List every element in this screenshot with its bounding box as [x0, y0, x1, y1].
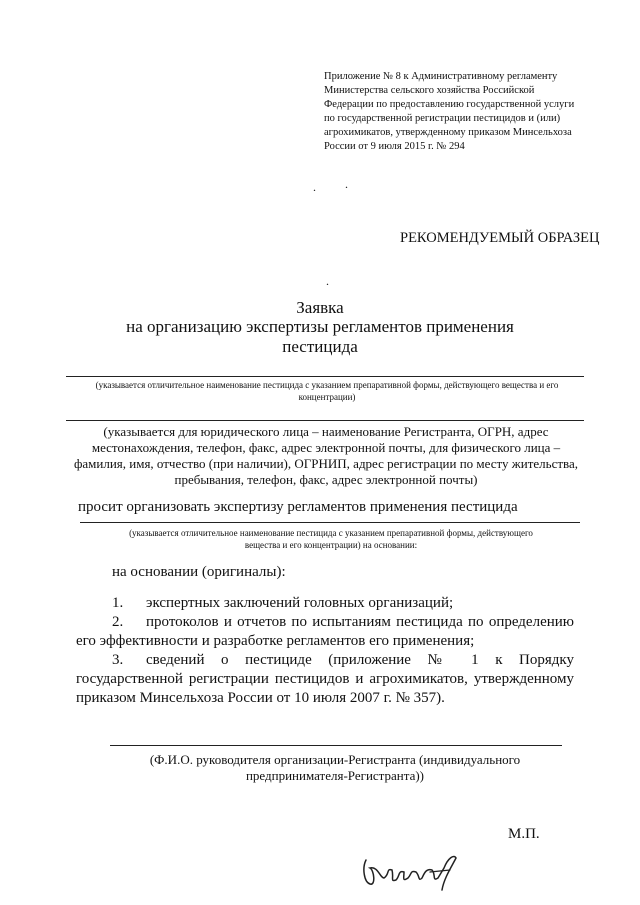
scan-mark: .: [326, 274, 329, 288]
scan-mark: .: [345, 177, 348, 191]
list-item-1: экспертных заключений головных организаций;: [146, 595, 454, 611]
basis-label: на основании (оригиналы):: [112, 564, 286, 580]
appendix-line: Министерства сельского хозяйства Российской: [324, 85, 535, 96]
note-line: фамилия, имя, отчество (при наличии), ОГРНИП, адрес регистрации по месту жительства,: [73, 456, 579, 471]
caption-line: предпринимателя-Регистранта)): [245, 768, 425, 783]
stamp-place-label: М.П.: [508, 826, 540, 842]
document-title: Заявка: [296, 298, 344, 317]
request-text: просит организовать экспертизу регламентов применения пестицида: [78, 499, 518, 515]
scan-mark: .: [313, 180, 316, 194]
fill-line-registrant: [66, 420, 584, 421]
note-line: концентрации): [298, 392, 356, 402]
list-item-2-line2: его эффективности и разработке регламентов его применения;: [76, 633, 475, 649]
caption-line: (Ф.И.О. руководителя организации-Регистранта (индивидуального: [149, 752, 521, 767]
fill-line-pesticide: [66, 376, 584, 377]
note-line: (указывается отличительное наименование пестицида с указанием препаративной формы, действующего вещества и его: [95, 380, 559, 390]
note-pesticide-name: [62, 379, 592, 403]
note-pesticide-name-2: [82, 527, 580, 551]
appendix-line: агрохимикатов, утвержденному приказом Минсельхоза: [324, 127, 572, 138]
fill-line-signatory: [110, 745, 562, 746]
recommended-sample-label: РЕКОМЕНДУЕМЫЙ ОБРАЗЕЦ: [400, 230, 600, 246]
appendix-line: Приложение № 8 к Административному регламенту: [324, 71, 558, 82]
list-item-2-line1: протоколов и отчетов по испытаниям пестицида по определению: [146, 614, 574, 630]
note-line: вещества и его концентрации) на основании:: [244, 540, 418, 550]
note-line: пребывания, телефон, факс, адрес электронной почты): [174, 472, 478, 487]
appendix-line: Федерации по предоставлению государственной услуги: [324, 99, 575, 110]
appendix-line: России от 9 июля 2015 г. № 294: [324, 141, 465, 152]
note-line: (указывается для юридического лица – наименование Регистранта, ОГРН, адрес: [103, 424, 549, 439]
document-subtitle-2: пестицида: [282, 337, 358, 356]
list-number-2: 2.: [112, 614, 124, 630]
appendix-reference: [324, 70, 584, 154]
list-item-3-line1: сведений о пестициде (приложение № 1 к Порядку: [146, 652, 574, 668]
list-number-3: 3.: [112, 652, 124, 668]
signatory-caption: [100, 752, 570, 784]
note-line: местонахождения, телефон, факс, адрес электронной почты, для физического лица –: [91, 440, 561, 455]
fill-line-pesticide-2: [80, 522, 580, 523]
handwritten-signature: [360, 848, 470, 898]
document-subtitle: на организацию экспертизы регламентов применения: [126, 317, 514, 336]
list-item-3-line3: приказом Минсельхоза России от 10 июля 2007 г. № 357).: [76, 690, 445, 706]
list-item-3-line2: государственной регистрации пестицидов и агрохимикатов, утвержденному: [76, 671, 574, 687]
list-number-1: 1.: [112, 595, 124, 611]
appendix-line: по государственной регистрации пестицидов и (или): [324, 113, 561, 124]
note-line: (указывается отличительное наименование пестицида с указанием препаративной формы, действующего: [129, 528, 533, 538]
note-registrant: [64, 424, 588, 488]
